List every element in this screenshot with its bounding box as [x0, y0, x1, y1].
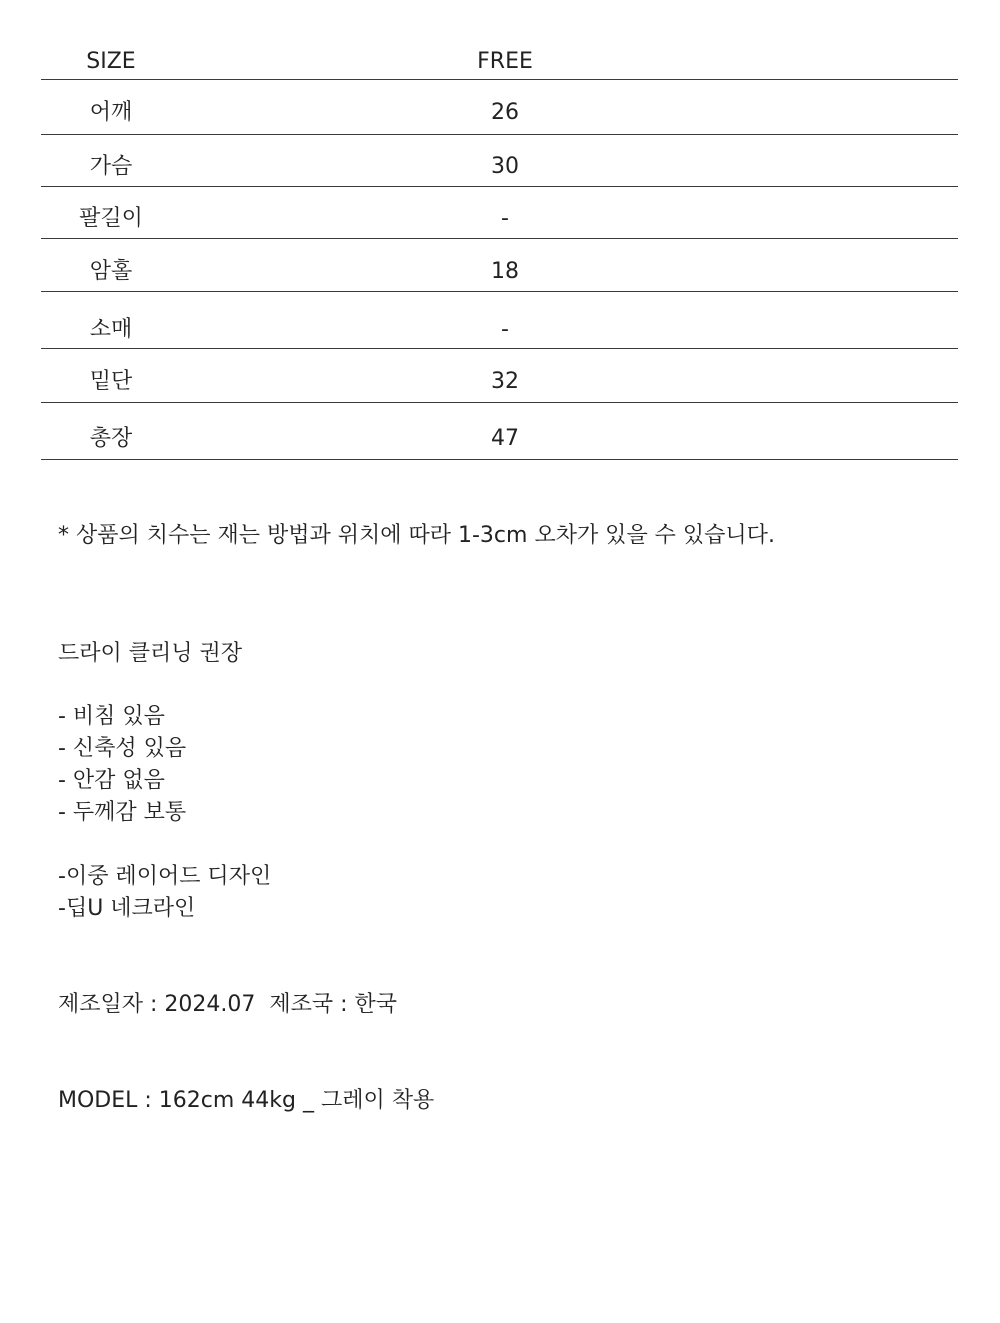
row-value: 26: [491, 100, 519, 125]
table-header-row: [41, 40, 958, 80]
row-label: 밑단: [89, 369, 133, 394]
row-label: 암홀: [89, 259, 133, 284]
model-info: MODEL : 162cm 44kg _ 그레이 착용: [58, 1088, 435, 1113]
feature-item: - 비침 있음: [58, 704, 165, 729]
feature-item: - 두께감 보통: [58, 800, 187, 825]
row-value: 30: [491, 154, 519, 179]
table-row: [41, 292, 958, 349]
design-item: -이중 레이어드 디자인: [58, 864, 272, 889]
origin-info: 제조일자 : 2024.07 제조국 : 한국: [58, 992, 398, 1017]
row-value: -: [501, 206, 509, 231]
table-row: [41, 135, 958, 187]
care-instruction: 드라이 클리닝 권장: [58, 641, 243, 666]
feature-item: - 안감 없음: [58, 768, 165, 793]
free-header: FREE: [477, 49, 533, 74]
row-value: 18: [491, 259, 519, 284]
row-label: 어깨: [89, 100, 133, 125]
feature-item: - 신축성 있음: [58, 736, 187, 761]
table-row: [41, 80, 958, 135]
table-row: [41, 403, 958, 460]
row-label: 소매: [89, 317, 133, 342]
row-label: 팔길이: [79, 206, 143, 231]
size-header: SIZE: [86, 49, 136, 74]
size-table: [41, 40, 958, 460]
row-value: 47: [491, 426, 519, 451]
design-item: -딥U 네크라인: [58, 896, 196, 921]
row-label: 총장: [89, 426, 133, 451]
row-value: -: [501, 317, 509, 342]
measurement-notice: * 상품의 치수는 재는 방법과 위치에 따라 1-3cm 오차가 있을 수 있습니다.: [58, 523, 775, 548]
table-row: [41, 187, 958, 239]
row-value: 32: [491, 369, 519, 394]
table-row: [41, 349, 958, 403]
table-row: [41, 239, 958, 292]
row-label: 가슴: [89, 154, 133, 179]
